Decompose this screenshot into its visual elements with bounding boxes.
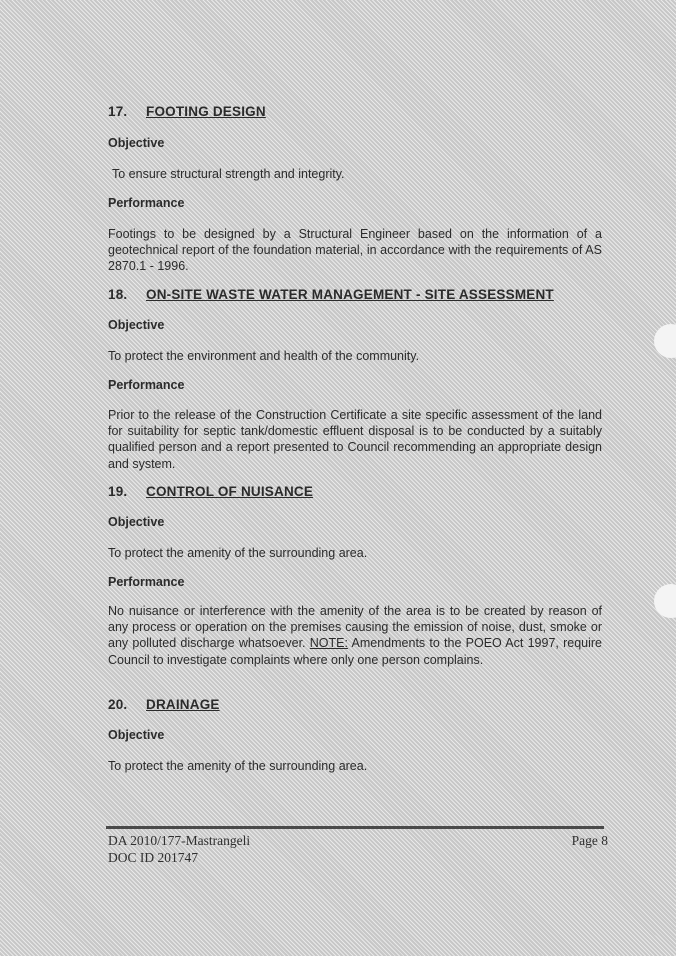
section-19-heading bbox=[108, 484, 313, 499]
section-title: ON-SITE WASTE WATER MANAGEMENT - SITE ASSESSMENT bbox=[146, 287, 554, 302]
performance-text: Prior to the release of the Construction Certificate a site specific assessment of the land for suitability for septic tank/domestic effluent disposal is to be conducted by a suitably qualified person and a report presented to Council recommending an appropriate design and system. bbox=[108, 408, 602, 471]
performance-label: Performance bbox=[108, 575, 185, 589]
objective-text: To protect the amenity of the surrounding area. bbox=[108, 546, 368, 560]
objective-text: To ensure structural strength and integrity. bbox=[112, 167, 345, 181]
section-number: 20. bbox=[108, 697, 128, 712]
section-number: 17. bbox=[108, 104, 128, 119]
performance-text: Footings to be designed by a Structural Engineer based on the information of a geotechnical report of the foundation material, in accordance with the requirements of AS 2870.1 - 1996. bbox=[108, 227, 602, 274]
objective-label: Objective bbox=[108, 318, 165, 332]
performance-text-part: Amendments to the POEO Act 1997, require Council to investigate complaints where only one person complains. bbox=[108, 636, 602, 667]
section-title: CONTROL OF NUISANCE bbox=[146, 484, 314, 499]
section-number: 19. bbox=[108, 484, 128, 499]
footer-rule bbox=[106, 826, 604, 829]
section-18-heading bbox=[108, 287, 554, 302]
section-17-heading bbox=[108, 104, 266, 119]
objective-text: To protect the environment and health of the community. bbox=[108, 349, 420, 363]
performance-label: Performance bbox=[108, 196, 185, 210]
section-20-heading bbox=[108, 697, 220, 712]
objective-label: Objective bbox=[108, 515, 165, 529]
objective-label: Objective bbox=[108, 136, 165, 150]
footer-page-number: Page 8 bbox=[571, 833, 608, 848]
footer-reference bbox=[108, 832, 250, 866]
punch-hole bbox=[654, 584, 676, 618]
performance-text bbox=[108, 603, 602, 668]
punch-hole bbox=[654, 324, 676, 358]
section-title: FOOTING DESIGN bbox=[146, 104, 266, 119]
performance-label: Performance bbox=[108, 378, 185, 392]
footer-da-number: DA 2010/177-Mastrangeli bbox=[108, 833, 251, 848]
performance-text-part: No nuisance or interference with the amenity of the area is to be created by reason of any process or operation on the premises causing the emission of noise, dust, smoke or any polluted discharge whatsoever. bbox=[108, 604, 602, 651]
section-title: DRAINAGE bbox=[146, 697, 220, 712]
footer-doc-id: DOC ID 201747 bbox=[108, 850, 198, 865]
objective-text: To protect the amenity of the surrounding area. bbox=[108, 759, 368, 773]
note-label: NOTE: bbox=[309, 636, 348, 651]
objective-label: Objective bbox=[108, 728, 165, 742]
section-number: 18. bbox=[108, 287, 128, 302]
